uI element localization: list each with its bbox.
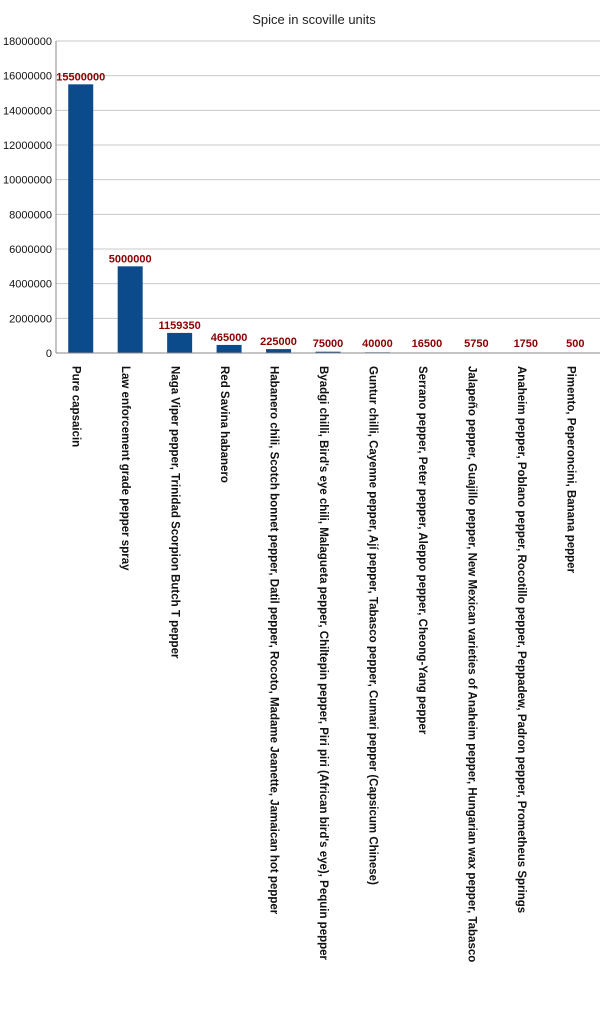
data-label: 1159350 [158,319,201,332]
x-tick-label: Anaheim pepper, Poblano pepper, Rocotillo pepper, Peppadew, Padron pepper, Prometheus Springs [514,366,527,914]
data-label: 500 [566,338,585,350]
y-tick-label: 10000000 [3,174,52,187]
y-tick-label: 16000000 [3,70,52,83]
data-label: 5000000 [108,253,152,266]
y-tick-label: 4000000 [9,278,52,291]
y-tick-label: 18000000 [3,36,52,48]
bar [118,266,143,353]
x-tick-label: Pimento, Peperoncini, Banana pepper [564,366,577,574]
x-tick-label: Law enforcement grade pepper spray [119,366,132,571]
y-tick-label: 14000000 [3,105,52,118]
y-tick-label: 12000000 [3,140,52,152]
y-axis-tick-labels [3,36,52,360]
x-tick-label: Habanero chili, Scotch bonnet pepper, Datil pepper, Rocoto, Madame Jeanette, Jamaican hot pepper [267,366,280,915]
x-tick-label: Red Savina habanero [218,366,231,483]
x-axis-category-labels [70,366,577,962]
x-tick-label: Guntur chilli, Cayenne pepper, Ají pepper, Tabasco pepper, Cumari pepper (Capsicum Chinese) [366,366,379,885]
x-tick-label: Pure capsaicin [69,366,82,448]
data-label: 465000 [210,331,248,344]
bar [266,349,291,353]
bars [68,84,588,353]
data-label: 40000 [362,338,393,350]
data-label: 1750 [513,338,539,350]
y-tick-label: 0 [45,348,52,360]
bar [167,333,192,353]
y-tick-label: 6000000 [9,244,52,256]
x-tick-label: Byadgi chilli, Bird's eye chili, Malagueta pepper, Chiltepin pepper, Piri piri (African bird's eye), Pequin pepper [317,366,329,961]
x-tick-label: Jalapeño pepper, Guajillo pepper, New Mexican varieties of Anaheim pepper, Hungarian wax pepper, Tabasco [465,366,478,963]
chart-title: Spice in scoville units [252,12,376,27]
data-label: 5750 [464,338,489,350]
x-tick-label: Serrano pepper, Peter pepper, Aleppo pepper, Cheong-Yang pepper [415,366,428,735]
data-label: 16500 [411,338,443,350]
x-tick-label: Naga Viper pepper, Trinidad Scorpion Butch T pepper [168,366,181,659]
data-label: 225000 [260,336,297,349]
bar [68,84,93,353]
y-tick-label: 8000000 [9,209,52,222]
data-label: 75000 [312,338,344,350]
data-label: 15500000 [56,71,106,84]
y-tick-label: 2000000 [9,313,52,326]
bar [217,345,242,353]
